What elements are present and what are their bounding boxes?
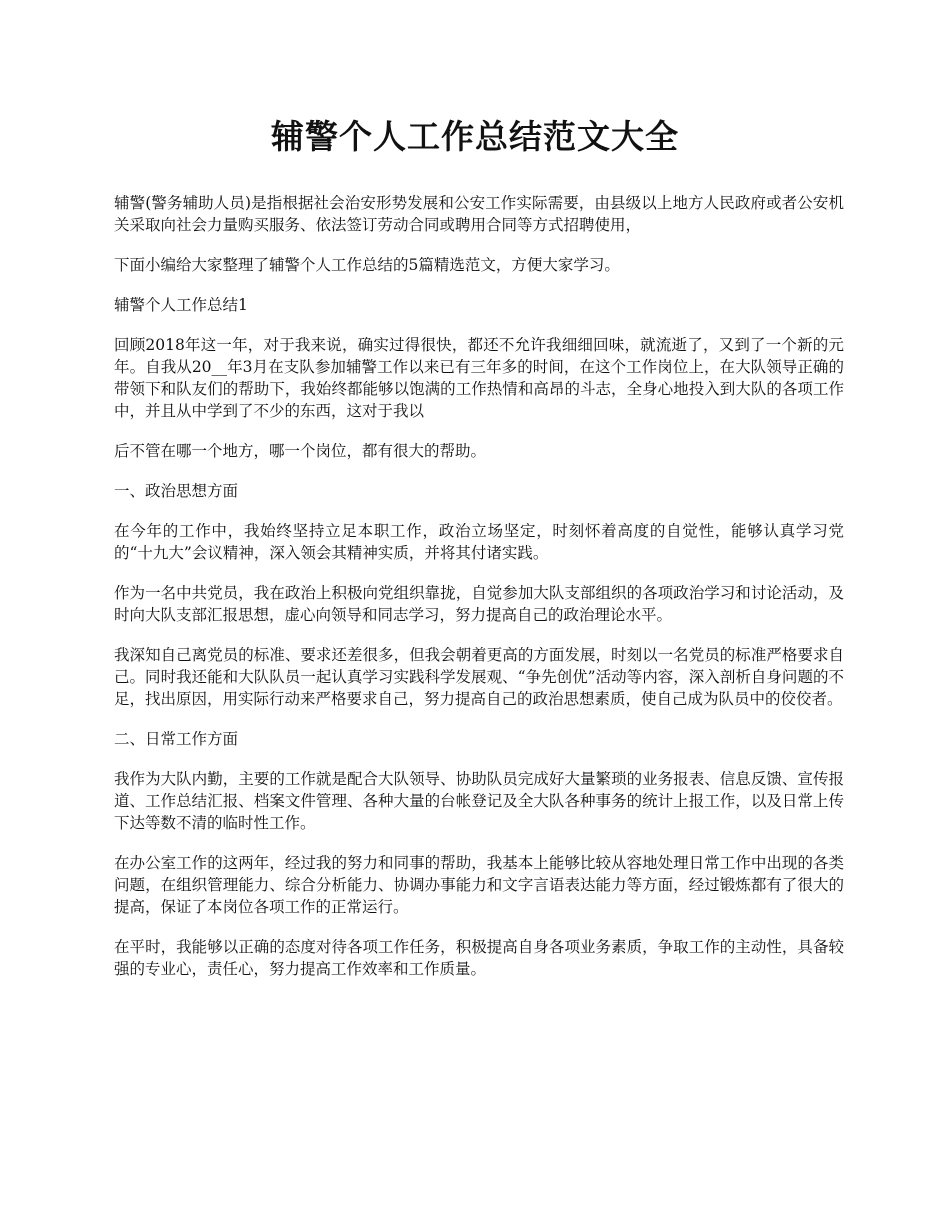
paragraph-review-continued: 后不管在哪一个地方，哪一个岗位，都有很大的帮助。 [114, 442, 487, 460]
document-title: 辅警个人工作总结范文大全 [271, 117, 679, 156]
paragraph-daily-work-2: 在办公室工作的这两年，经过我的努力和同事的帮助，我基本上能够比较从容地处理日常工作中出现的各类问题，在组织管理能力、综合分析能力、协调办事能力和文字言语表达能力等方面，经过锻炼都有了很大的提高，保证了本岗位各项工作的正常运行。 [114, 854, 844, 916]
paragraph-political-3: 我深知自己离党员的标准、要求还差很多，但我会朝着更高的方面发展，时刻以一名党员的标准严格要求自己。同时我还能和大队队员一起认真学习实践科学发展观、“争先创优”活动等内容，深入剖析自身问题的不足，找出原因，用实际行动来严格要求自己，努力提高自己的政治思想素质，使自己成为队员中的佼佼者。 [114, 646, 844, 708]
paragraph-political-2: 作为一名中共党员，我在政治上积极向党组织靠拢，自觉参加大队支部组织的各项政治学习和讨论活动，及时向大队支部汇报思想，虚心向领导和同志学习，努力提高自己的政治理论水平。 [114, 584, 844, 624]
paragraph-review: 回顾2018年这一年，对于我来说，确实过得很快，都还不允许我细细回味，就流逝了，又到了一个新的元年。自我从20__年3月在支队参加辅警工作以来已有三年多的时间，在这个工作岗位上，在大队领导正确的带领下和队友们的帮助下，我始终都能够以饱满的工作热情和高昂的斗志，全身心地投入到大队的各项工作中，并且从中学到了不少的东西，这对于我以 [114, 336, 844, 420]
section-heading-political: 一、政治思想方面 [114, 482, 239, 500]
paragraph-political-1: 在今年的工作中，我始终坚持立足本职工作，政治立场坚定，时刻怀着高度的自觉性，能够认真学习党的“十九大”会议精神，深入领会其精神实质，并将其付诸实践。 [114, 522, 844, 562]
paragraph-daily-work-1: 我作为大队内勤，主要的工作就是配合大队领导、协助队员完成好大量繁琐的业务报表、信息反馈、宣传报道、工作总结汇报、档案文件管理、各种大量的台帐登记及全大队各种事务的统计上报工作，以及日常上传下达等数不清的临时性工作。 [114, 770, 844, 832]
paragraph-overview: 下面小编给大家整理了辅警个人工作总结的5篇精选范文，方便大家学习。 [114, 256, 620, 274]
section-heading-summary-1: 辅警个人工作总结1 [114, 296, 248, 314]
paragraph-intro: 辅警(警务辅助人员)是指根据社会治安形势发展和公安工作实际需要，由县级以上地方人民政府或者公安机关采取向社会力量购买服务、依法签订劳动合同或聘用合同等方式招聘使用， [114, 194, 844, 234]
document-page [114, 112, 844, 998]
paragraph-daily-work-3: 在平时，我能够以正确的态度对待各项工作任务，积极提高自身各项业务素质，争取工作的主动性，具备较强的专业心，责任心，努力提高工作效率和工作质量。 [114, 938, 844, 978]
section-heading-daily-work: 二、日常工作方面 [114, 730, 239, 748]
